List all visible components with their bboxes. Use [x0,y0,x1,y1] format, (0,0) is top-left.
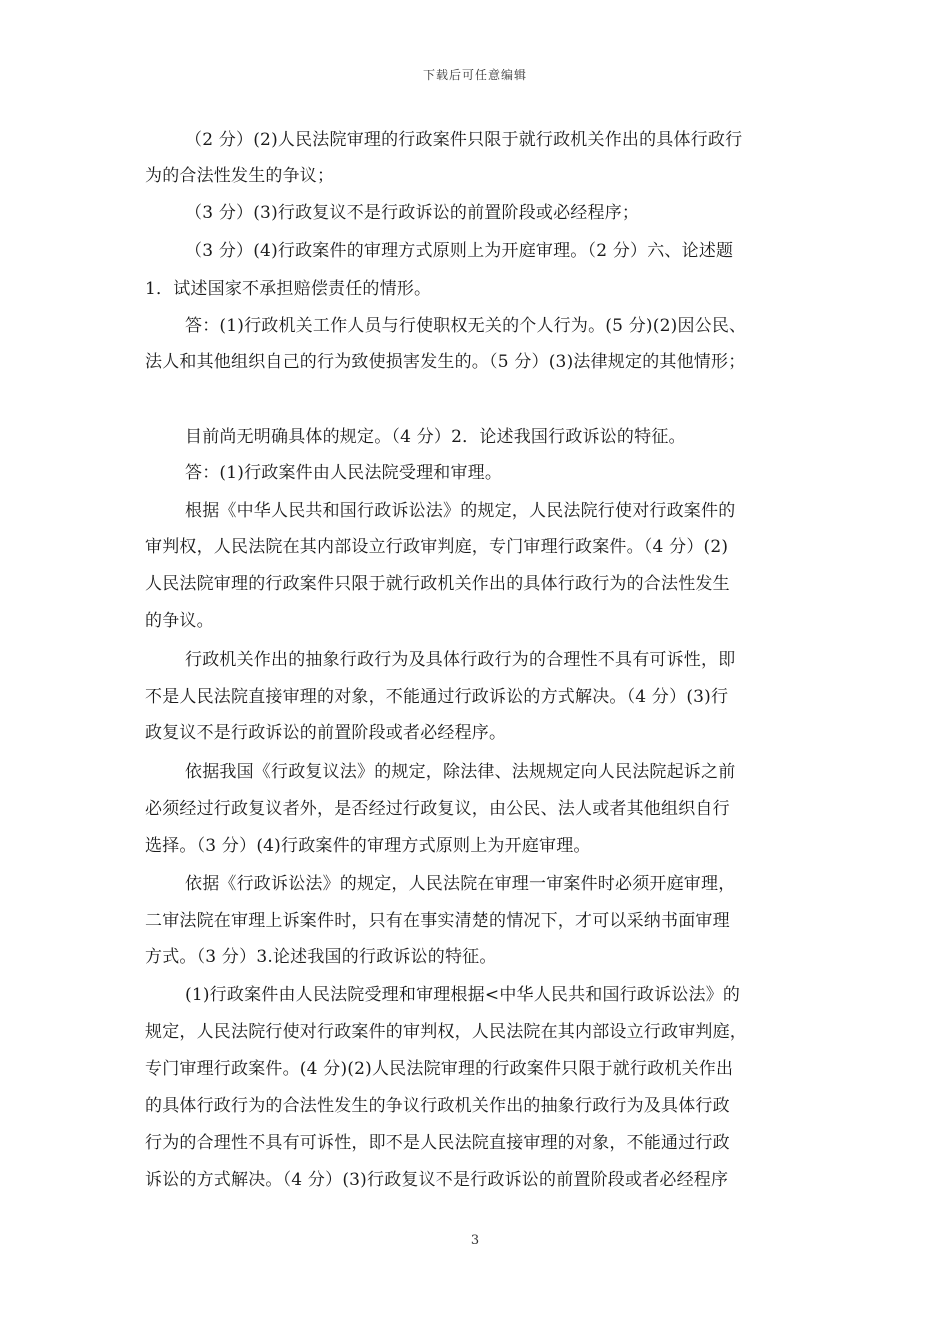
text-line: 的争议。 [145,611,214,631]
text-line: 方式。（3 分）3.论述我国的行政诉讼的特征。 [145,947,497,967]
text-line: （3 分）(3)行政复议不是行政诉讼的前置阶段或必经程序； [185,203,640,223]
text-line: 选择。（3 分）(4)行政案件的审理方式原则上为开庭审理。 [145,836,591,856]
page-number: 3 [470,1233,480,1248]
text-line: 根据《中华人民共和国行政诉讼法》的规定，人民法院行使对行政案件的 [185,501,736,521]
text-line: 为的合法性发生的争议； [145,166,335,186]
text-line: 行为的合理性不具有可诉性，即不是人民法院直接审理的对象，不能通过行政 [145,1133,730,1153]
page-header: 下载后可任意编辑 [422,68,527,82]
text-line: 依据我国《行政复议法》的规定，除法律、法规规定向人民法院起诉之前 [185,762,736,782]
text-line: 答：(1)行政案件由人民法院受理和审理。 [185,463,503,483]
text-line: 目前尚无明确具体的规定。（4 分）2．论述我国行政诉讼的特征。 [185,427,686,447]
text-line: 二审法院在审理上诉案件时，只有在事实清楚的情况下，才可以采纳书面审理 [145,911,730,931]
text-line: 的具体行政行为的合法性发生的争议行政机关作出的抽象行政行为及具体行政 [145,1096,730,1116]
text-line: 答：(1)行政机关工作人员与行使职权无关的个人行为。(5 分)(2)因公民、 [185,316,747,336]
text-line: （2 分）(2)人民法院审理的行政案件只限于就行政机关作出的具体行政行 [185,130,743,150]
text-line: 人民法院审理的行政案件只限于就行政机关作出的具体行政行为的合法性发生 [145,574,730,594]
text-line: 必须经过行政复议者外，是否经过行政复议，由公民、法人或者其他组织自行 [145,799,730,819]
text-line: 规定，人民法院行使对行政案件的审判权，人民法院在其内部设立行政审判庭， [145,1022,747,1042]
text-line: (1)行政案件由人民法院受理和审理根据<中华人民共和国行政诉讼法》的 [185,985,741,1005]
text-line: （3 分）(4)行政案件的审理方式原则上为开庭审理。（2 分）六、论述题 [185,241,734,261]
text-line: 政复议不是行政诉讼的前置阶段或者必经程序。 [145,723,507,743]
text-line: 依据《行政诉讼法》的规定，人民法院在审理一审案件时必须开庭审理， [185,874,736,894]
text-line: 专门审理行政案件。(4 分)(2)人民法院审理的行政案件只限于就行政机关作出 [145,1059,734,1079]
text-line: 法人和其他组织自己的行为致使损害发生的。（5 分）(3)法律规定的其他情形； [145,352,746,372]
text-line: 行政机关作出的抽象行政行为及具体行政行为的合理性不具有可诉性，即 [185,650,736,670]
text-line: 1．试述国家不承担赔偿责任的情形。 [145,279,432,299]
text-line: 诉讼的方式解决。（4 分）(3)行政复议不是行政诉讼的前置阶段或者必经程序 [145,1170,729,1190]
text-line: 不是人民法院直接审理的对象，不能通过行政诉讼的方式解决。（4 分）(3)行 [145,687,729,707]
text-line: 审判权，人民法院在其内部设立行政审判庭，专门审理行政案件。（4 分）(2) [145,537,729,557]
